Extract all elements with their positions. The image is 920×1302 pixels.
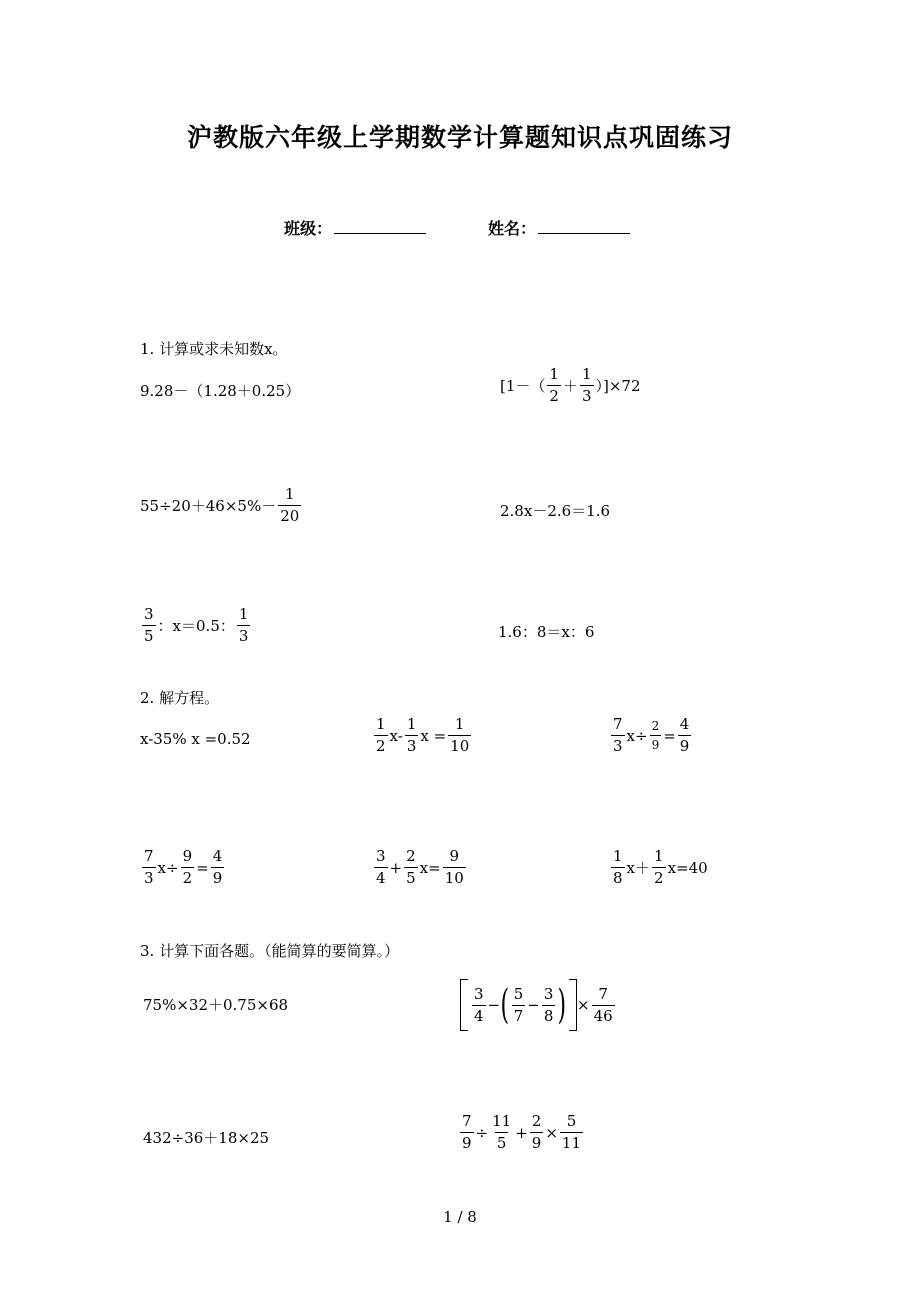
left-bracket bbox=[460, 979, 468, 1031]
q3-expr-1: 75%×32＋0.75×68 bbox=[143, 996, 289, 1014]
fraction: $\frac{5}{7}$ bbox=[513, 984, 524, 1025]
fraction: $\frac{5}{11}$ bbox=[561, 1112, 582, 1152]
name-blank[interactable] bbox=[538, 219, 630, 234]
name-field[interactable] bbox=[488, 216, 630, 239]
q2-expr-4: $\frac{7}{3}$ x÷ $\frac{9}{2}$ = $\frac{4}{9}$ bbox=[144, 847, 223, 887]
q3-expr-2: $\frac{3}{4}$ − ( $\frac{5}{7}$ − $\frac{3}{8}$ ) × $\frac{7}{46}$ bbox=[460, 979, 617, 1031]
fraction: $\frac{1}{10}$ bbox=[450, 715, 470, 755]
page-number: 1 / 8 bbox=[443, 1208, 477, 1226]
q3-heading: 3. 计算下面各题。（能简算的要简算。） bbox=[140, 942, 400, 960]
page-title: 沪教版六年级上学期数学计算题知识点巩固练习 bbox=[186, 123, 733, 152]
q2-heading: 2. 解方程。 bbox=[140, 689, 220, 707]
class-label: 班级： bbox=[284, 219, 333, 238]
q1-expr-4: 2.8x－2.6＝1.6 bbox=[500, 502, 611, 520]
name-label: 姓名： bbox=[488, 219, 537, 238]
fraction: $\frac{7}{3}$ bbox=[144, 847, 154, 887]
right-paren: ) bbox=[557, 982, 567, 1028]
fraction: $\frac{4}{9}$ bbox=[212, 847, 223, 887]
q1-expr-2: [1－（ $\frac{1}{2}$ ＋ $\frac{1}{3}$ ）]×72 bbox=[500, 365, 641, 405]
fraction: $\frac{1}{20}$ bbox=[280, 485, 300, 525]
fraction: $\frac{1}{3}$ bbox=[581, 365, 592, 405]
class-blank[interactable] bbox=[334, 219, 426, 234]
class-field[interactable] bbox=[284, 216, 426, 239]
q2-expr-2: $\frac{1}{2}$ x- $\frac{1}{3}$ x = $\frac{1}{10}$ bbox=[376, 715, 470, 755]
q2-expr-3: $\frac{7}{3}$ x÷ $\frac{2}{9}$ = $\frac{4}{9}$ bbox=[613, 715, 690, 755]
fraction: $\frac{2}{9}$ bbox=[531, 1112, 542, 1152]
fraction: $\frac{3}{5}$ bbox=[144, 605, 154, 645]
q3-expr-4: $\frac{7}{9}$ ÷ $\frac{11}{5}$ + $\frac{2}{9}$ × $\frac{5}{11}$ bbox=[462, 1112, 582, 1152]
fraction: $\frac{11}{5}$ bbox=[492, 1112, 512, 1152]
fraction: $\frac{9}{10}$ bbox=[444, 847, 464, 887]
fraction: $\frac{2}{9}$ bbox=[651, 719, 660, 752]
q1-expr-3: 55÷20＋46×5%－ $\frac{1}{20}$ bbox=[140, 485, 300, 525]
fraction: $\frac{1}{3}$ bbox=[406, 715, 417, 755]
q3-expr-3: 432÷36＋18×25 bbox=[143, 1129, 270, 1147]
q1-expr-5: $\frac{3}{5}$ ：x＝0.5： $\frac{1}{3}$ bbox=[144, 605, 249, 645]
q1-expr-6: 1.6：8＝x：6 bbox=[498, 623, 595, 641]
fraction: $\frac{1}{3}$ bbox=[238, 605, 249, 645]
fraction: $\frac{1}{2}$ bbox=[376, 715, 386, 755]
fraction: $\frac{3}{4}$ bbox=[376, 847, 386, 887]
q2-expr-5: $\frac{3}{4}$ + $\frac{2}{5}$ x= $\frac{9}{10}$ bbox=[376, 847, 464, 887]
fraction: $\frac{1}{2}$ bbox=[654, 847, 664, 887]
fraction: $\frac{9}{2}$ bbox=[182, 847, 193, 887]
fraction: $\frac{1}{8}$ bbox=[613, 847, 623, 887]
fraction: $\frac{3}{8}$ bbox=[543, 984, 554, 1025]
q2-expr-1: x-35% x =0.52 bbox=[140, 730, 251, 748]
fraction: $\frac{1}{2}$ bbox=[549, 365, 559, 405]
fraction: $\frac{7}{3}$ bbox=[613, 715, 623, 755]
fraction: $\frac{2}{5}$ bbox=[406, 847, 416, 887]
fraction: $\frac{3}{4}$ bbox=[474, 984, 484, 1025]
fraction: $\frac{7}{46}$ bbox=[593, 984, 613, 1025]
fraction: $\frac{4}{9}$ bbox=[679, 715, 690, 755]
q1-expr-1: 9.28－（1.28＋0.25） bbox=[140, 382, 301, 400]
right-bracket bbox=[569, 979, 577, 1031]
fraction: $\frac{7}{9}$ bbox=[462, 1112, 472, 1152]
q1-heading: 1. 计算或求未知数x。 bbox=[140, 340, 288, 358]
left-paren: ( bbox=[500, 982, 510, 1028]
q2-expr-6: $\frac{1}{8}$ x＋ $\frac{1}{2}$ x=40 bbox=[613, 847, 708, 887]
